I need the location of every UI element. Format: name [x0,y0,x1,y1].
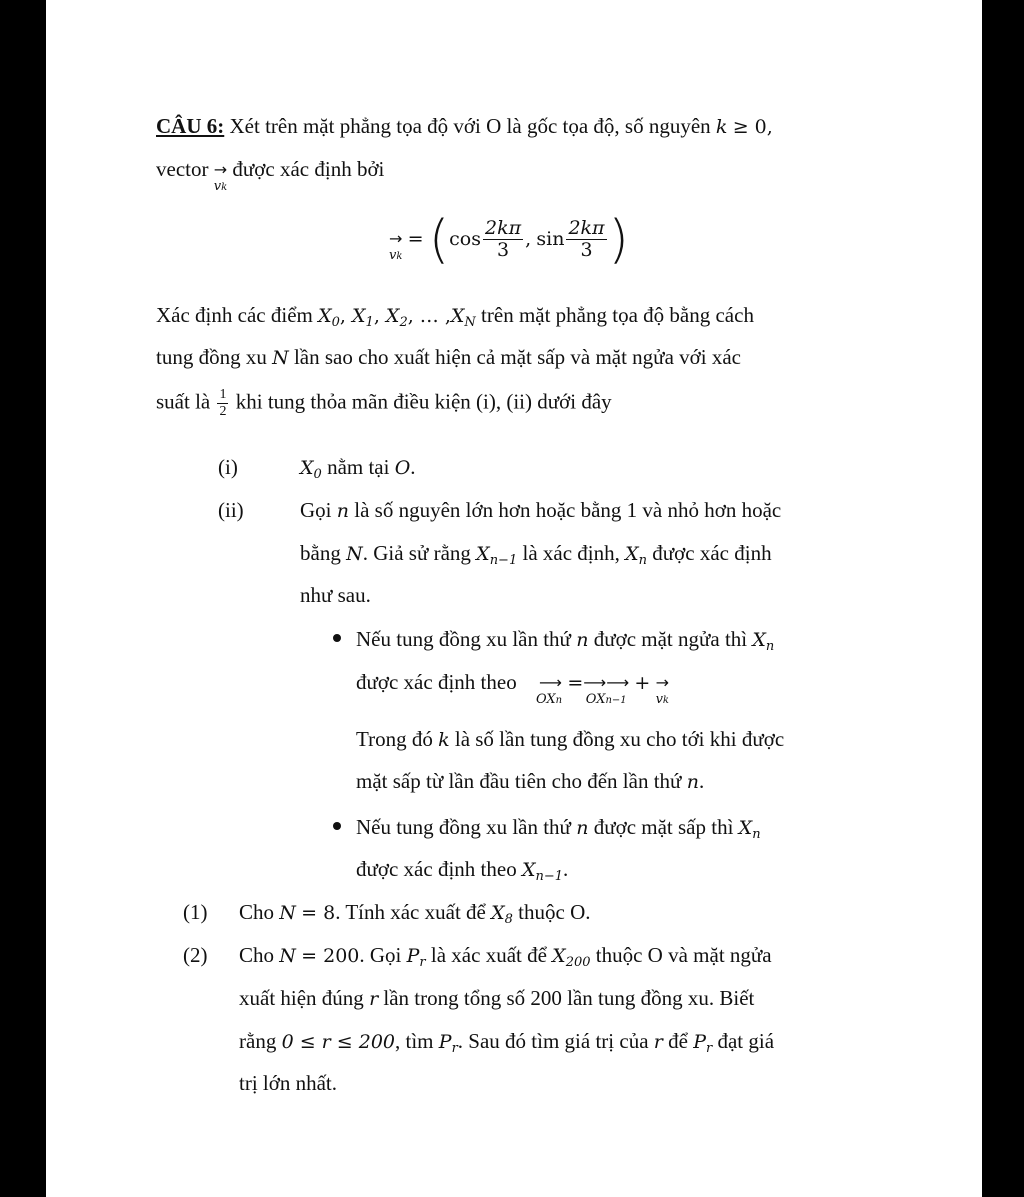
condition-ii-line-3: như sau. [300,583,371,607]
vector-vk-2: → vk [655,673,669,707]
fraction-cos: $\frac{2k\pi}{3}$ [484,217,522,262]
question-2-line-1: Cho N = 200. Gọi $P_r$ là xác xuất để $X_{200}$ thuộc O và mặt ngửa [239,943,772,970]
vector-oxn: ⟶ OXn [535,673,563,707]
question-2-line-2: xuất hiện đúng r lần trong tổng số 200 lần tung đồng xu. Biết [239,986,755,1010]
question-label: CÂU 6: [156,114,225,138]
paragraph-line-1: Xác định các điểm $X_0$, $X_1$, $X_2$, … $,X_N$ trên mặt phẳng tọa độ bằng cách [156,303,754,330]
condition-ii-line-1: Gọi n là số nguyên lớn hơn hoặc bằng 1 và nhỏ hơn hoặc [300,498,782,522]
paragraph-line-2: tung đồng xu N lần sao cho xuất hiện cả mặt sấp và mặt ngửa với xác [156,345,741,369]
paragraph-line-3: suất là $\frac{1}{2}$ khi tung thỏa mãn điều kiện (i), (ii) dưới đây [156,387,612,419]
fraction-half: $\frac{1}{2}$ [219,387,227,419]
question-2-line-4: trị lớn nhất. [239,1071,338,1095]
condition-i-text: $X_0$ nằm tại O. [300,455,416,482]
question-2-label: (2) [183,943,208,967]
document-page [46,0,982,1197]
vector-vk: → vk [213,160,228,194]
condition-i-label: (i) [218,455,238,479]
question-1-text: Cho N = 8. Tính xác xuất để $X_8$ thuộc O. [239,900,591,927]
condition-ii-line-2: bằng N. Giả sử rằng $X_{n-1}$ là xác định, $X_n$ được xác định [300,541,772,568]
bullet-2 [333,822,341,830]
vector-formula: → vk = (cos $\frac{2k\pi}{3}$ , sin $\frac{2k\pi}{3}$ ) [389,210,629,270]
question-header-line: CÂU 6: Xét trên mặt phẳng tọa độ với O là gốc tọa độ, số nguyên k ≥ 0, [156,114,773,138]
condition-ii-label: (ii) [218,498,244,522]
bullet-1-line-4: mặt sấp từ lần đầu tiên cho đến lần thứ n. [356,769,705,793]
fraction-sin: $\frac{2k\pi}{3}$ [568,217,605,262]
vector-intro-line: vector → vk được xác định bởi [156,157,385,194]
bullet-2-line-1: Nếu tung đồng xu lần thứ n được mặt sấp thì $X_n$ [356,815,761,842]
vector-oxn-1: ⟶⟶ OXn−1 [583,673,630,707]
bullet-1-line-1: Nếu tung đồng xu lần thứ n được mặt ngửa thì $X_n$ [356,627,775,654]
bullet-1 [333,634,341,642]
question-2-line-3: rằng 0 ≤ r ≤ 200, tìm $P_r$. Sau đó tìm giá trị của r để $P_r$ đạt giá [239,1029,775,1056]
question-1-label: (1) [183,900,208,924]
bullet-2-line-2: được xác định theo $X_{n-1}$. [356,857,569,884]
bullet-1-line-3: Trong đó k là số lần tung đồng xu cho tới khi được [356,727,785,751]
bullet-1-line-2: được xác định theo ⟶ OXn = ⟶⟶ OXn−1 + → vk [356,670,669,707]
